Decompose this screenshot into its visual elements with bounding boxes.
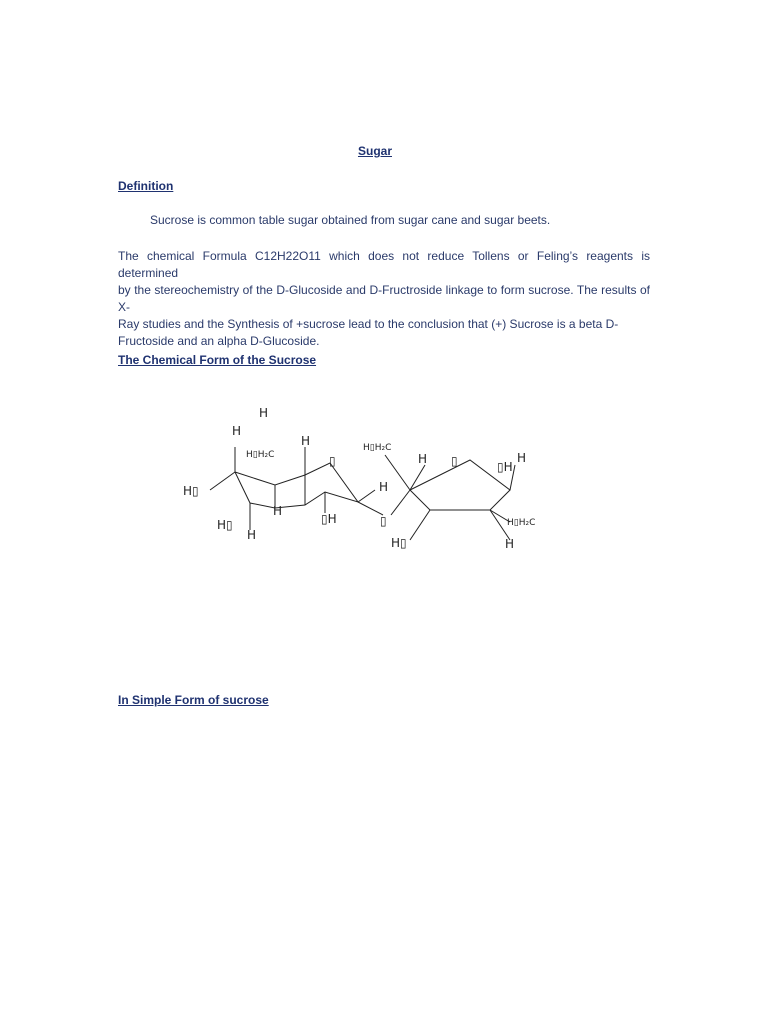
definition-heading: Definition bbox=[118, 179, 174, 193]
label-h-bottom-left: H bbox=[247, 528, 257, 542]
definition-text: Sucrose is common table sugar obtained from sugar cane and sugar beets. bbox=[150, 213, 551, 227]
glucose-substituent-bond-3 bbox=[210, 472, 235, 490]
glucose-ring-bonds bbox=[235, 463, 358, 508]
formula-line-2: by the stereochemistry of the D-Glucoside and D-Fructroside linkage to form sucrose. The results of X- bbox=[118, 283, 650, 314]
label-h-mid-top: H bbox=[301, 434, 311, 448]
chemical-form-heading: The Chemical Form of the Sucrose bbox=[118, 353, 317, 367]
glucose-substituent-bond-6 bbox=[358, 490, 375, 502]
label-h-right-top: H bbox=[418, 452, 428, 466]
label-hoh2c-right-top: H▯H₂C bbox=[363, 443, 392, 453]
formula-paragraph bbox=[118, 248, 650, 350]
page-title: Sugar bbox=[357, 144, 392, 158]
fructose-substituent-bond-3 bbox=[410, 510, 430, 540]
label-oh-lower-mid: ▯H bbox=[321, 512, 337, 526]
label-h-left-top: H bbox=[232, 424, 242, 438]
fructose-substituent-bond-1 bbox=[385, 455, 410, 490]
label-h-left-ho: H▯ bbox=[183, 484, 199, 498]
label-h-far-right: H bbox=[517, 451, 527, 465]
sucrose-structure-diagram bbox=[170, 395, 560, 560]
formula-line-3: Ray studies and the Synthesis of +sucrose lead to the conclusion that (+) Sucrose is a beta D- bbox=[118, 317, 619, 331]
label-ring-o-left: ▯ bbox=[329, 454, 336, 468]
label-hoh2c-right-bottom: H▯H₂C bbox=[507, 518, 536, 528]
label-h-lower-mid: H bbox=[273, 504, 283, 518]
label-hoh2c-left: H▯H₂C bbox=[246, 450, 275, 460]
fructose-ring-bonds bbox=[410, 460, 510, 510]
label-h-bottom-right: H bbox=[505, 537, 515, 551]
formula-line-4: Fructoside and an alpha D-Glucoside. bbox=[118, 334, 320, 348]
label-oh-right: ▯H bbox=[497, 460, 513, 474]
label-h-ho-lower: H▯ bbox=[217, 518, 233, 532]
label-h-bridge: H bbox=[379, 480, 389, 494]
label-ring-o-right: ▯ bbox=[451, 454, 458, 468]
formula-line-1: The chemical Formula C12H22O11 which does not reduce Tollens or Feling’s reagents is determined bbox=[118, 249, 650, 280]
bridge-bond-right bbox=[391, 490, 410, 515]
label-h-top: H bbox=[259, 406, 269, 420]
label-h-ho-right: H▯ bbox=[391, 536, 407, 550]
simple-form-heading: In Simple Form of sucrose bbox=[118, 693, 269, 707]
label-bridge-o: ▯ bbox=[380, 514, 387, 528]
